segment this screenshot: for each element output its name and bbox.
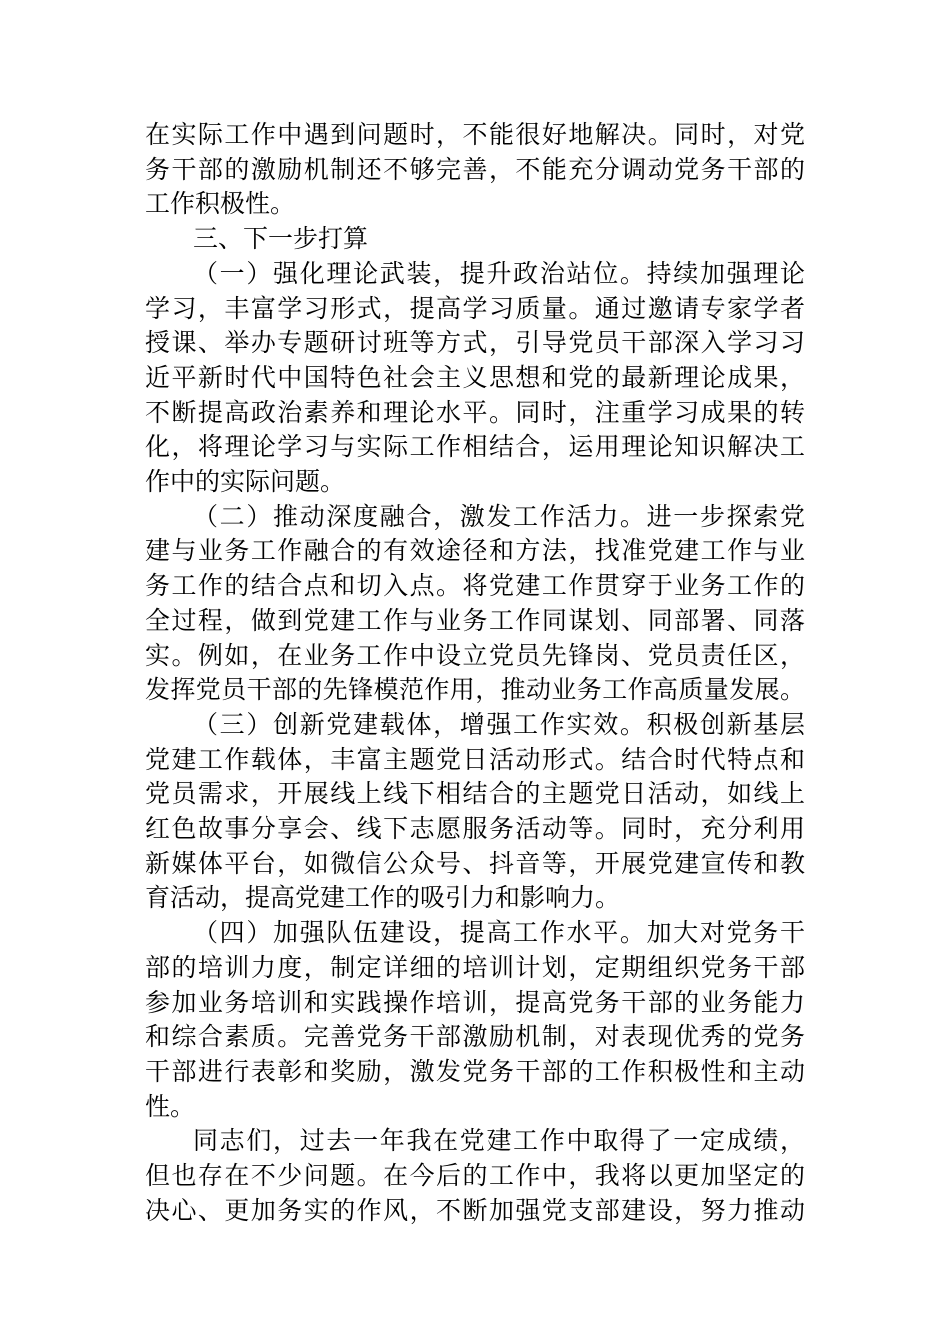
text-line: 近平新时代中国特色社会主义思想和党的最新理论成果， xyxy=(145,362,805,392)
text-line: 实。例如，在业务工作中设立党员先锋岗、党员责任区， xyxy=(145,640,805,670)
text-line: 作中的实际问题。 xyxy=(145,467,346,496)
text-line: 三、下一步打算 xyxy=(193,224,369,254)
text-line: 授课、举办专题研讨班等方式，引导党员干部深入学习习 xyxy=(145,328,805,358)
text-line: 学习，丰富学习形式，提高学习质量。通过邀请专家学者 xyxy=(145,293,805,323)
text-line: 性。 xyxy=(145,1091,196,1121)
text-line: （二）推动深度融合，激发工作活力。进一步探索党 xyxy=(193,501,805,531)
text-line: 干部进行表彰和奖励，激发党务干部的工作积极性和主动 xyxy=(145,1056,805,1086)
text-line: 新媒体平台，如微信公众号、抖音等，开展党建宣传和教 xyxy=(145,848,805,878)
text-line: （四）加强队伍建设，提高工作水平。加大对党务干 xyxy=(193,918,805,948)
text-line: 全过程，做到党建工作与业务工作同谋划、同部署、同落 xyxy=(145,605,805,635)
text-line: 党建工作载体，丰富主题党日活动形式。结合时代特点和 xyxy=(145,744,805,774)
text-line: 在实际工作中遇到问题时，不能很好地解决。同时，对党 xyxy=(145,120,805,149)
text-line: （一）强化理论武装，提升政治站位。持续加强理论 xyxy=(193,258,805,288)
text-line: 红色故事分享会、线下志愿服务活动等。同时，充分利用 xyxy=(145,814,805,843)
text-line: 部的培训力度，制定详细的培训计划，定期组织党务干部 xyxy=(145,952,805,982)
text-line: 决心、更加务实的作风，不断加强党支部建设，努力推动 xyxy=(145,1195,805,1225)
text-line: 但也存在不少问题。在今后的工作中，我将以更加坚定的 xyxy=(145,1161,805,1190)
text-line: 党员需求，开展线上线下相结合的主题党日活动，如线上 xyxy=(145,779,805,809)
text-line: （三）创新党建载体，增强工作实效。积极创新基层 xyxy=(193,709,805,739)
text-line: 工作积极性。 xyxy=(145,189,296,219)
text-line: 不断提高政治素养和理论水平。同时，注重学习成果的转 xyxy=(145,397,805,427)
text-line: 育活动，提高党建工作的吸引力和影响力。 xyxy=(145,883,621,913)
text-line: 参加业务培训和实践操作培训，提高党务干部的业务能力 xyxy=(145,987,805,1017)
text-line: 务工作的结合点和切入点。将党建工作贯穿于业务工作的 xyxy=(145,571,805,601)
text-line: 同志们，过去一年我在党建工作中取得了一定成绩， xyxy=(193,1126,805,1156)
text-line: 务干部的激励机制还不够完善，不能充分调动党务干部的 xyxy=(145,154,805,184)
text-line: 化，将理论学习与实际工作相结合，运用理论知识解决工 xyxy=(145,432,805,462)
text-line: 和综合素质。完善党务干部激励机制，对表现优秀的党务 xyxy=(145,1022,805,1052)
text-line: 建与业务工作融合的有效途径和方法，找准党建工作与业 xyxy=(145,536,805,566)
text-line: 发挥党员干部的先锋模范作用，推动业务工作高质量发展。 xyxy=(145,675,805,705)
